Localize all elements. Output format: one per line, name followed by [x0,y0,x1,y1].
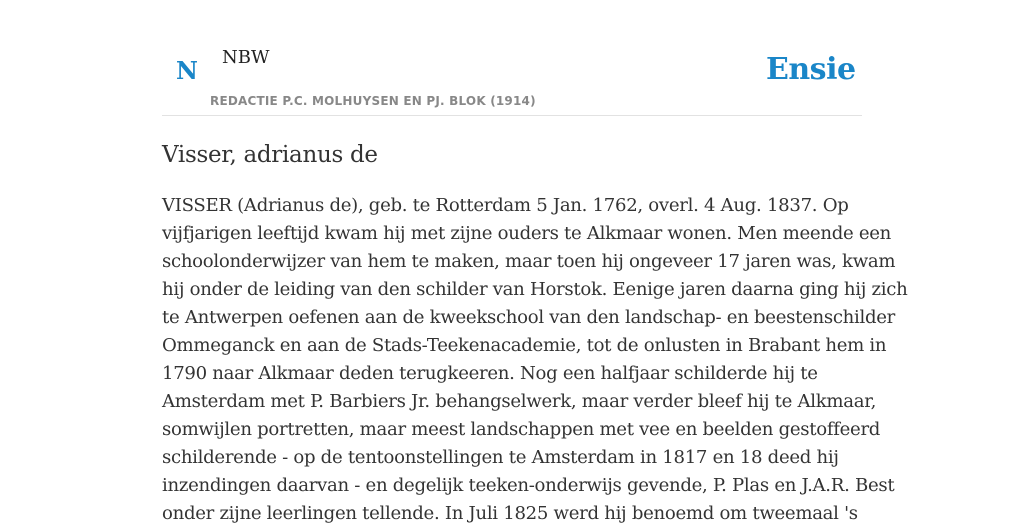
body-line: VISSER (Adrianus de), geb. te Rotterdam 5 Jan. 1762, overl. 4 Aug. 1837. Op [162,195,849,216]
body-line: schoolonderwijzer van hem te maken, maar toen hij ongeveer 17 jaren was, kwam [162,251,896,272]
source-logo[interactable]: N [176,56,198,85]
ensie-logo[interactable]: Ensie [766,52,856,87]
body-line: Ommeganck en aan de Stads-Teekenacademie, tot de onlusten in Brabant hem in [162,335,887,356]
body-line: schilderende - op de tentoonstellingen te Amsterdam in 1817 en 18 deed hij [162,447,839,468]
body-line: vijfjarigen leeftijd kwam hij met zijne ouders te Alkmaar wonen. Men meende een [162,223,892,244]
body-line: 1790 naar Alkmaar deden terugkeeren. Nog een halfjaar schilderde hij te [162,363,818,384]
body-line: te Antwerpen oefenen aan de kweekschool van den landschap- en beestenschilder [162,307,896,328]
editors-credit: REDACTIE P.C. MOLHUYSEN EN PJ. BLOK (1914) [210,94,536,108]
header-divider [162,115,862,116]
source-name[interactable]: NBW [222,47,270,68]
body-line: hij onder de leiding van den schilder van Horstok. Eenige jaren daarna ging hij zich [162,279,908,300]
body-line: somwijlen portretten, maar meest landschappen met vee en beelden gestoffeerd [162,419,881,440]
body-line: onder zijne leerlingen tellende. In Juli 1825 werd hij benoemd om tweemaal 's [162,503,858,524]
body-line: inzendingen daarvan - en degelijk teeken-onderwijs gevende, P. Plas en J.A.R. Best [162,475,895,496]
article-title: Visser, adrianus de [162,142,378,168]
body-line: Amsterdam met P. Barbiers Jr. behangselwerk, maar verder bleef hij te Alkmaar, [162,391,877,412]
article-body [162,192,908,528]
